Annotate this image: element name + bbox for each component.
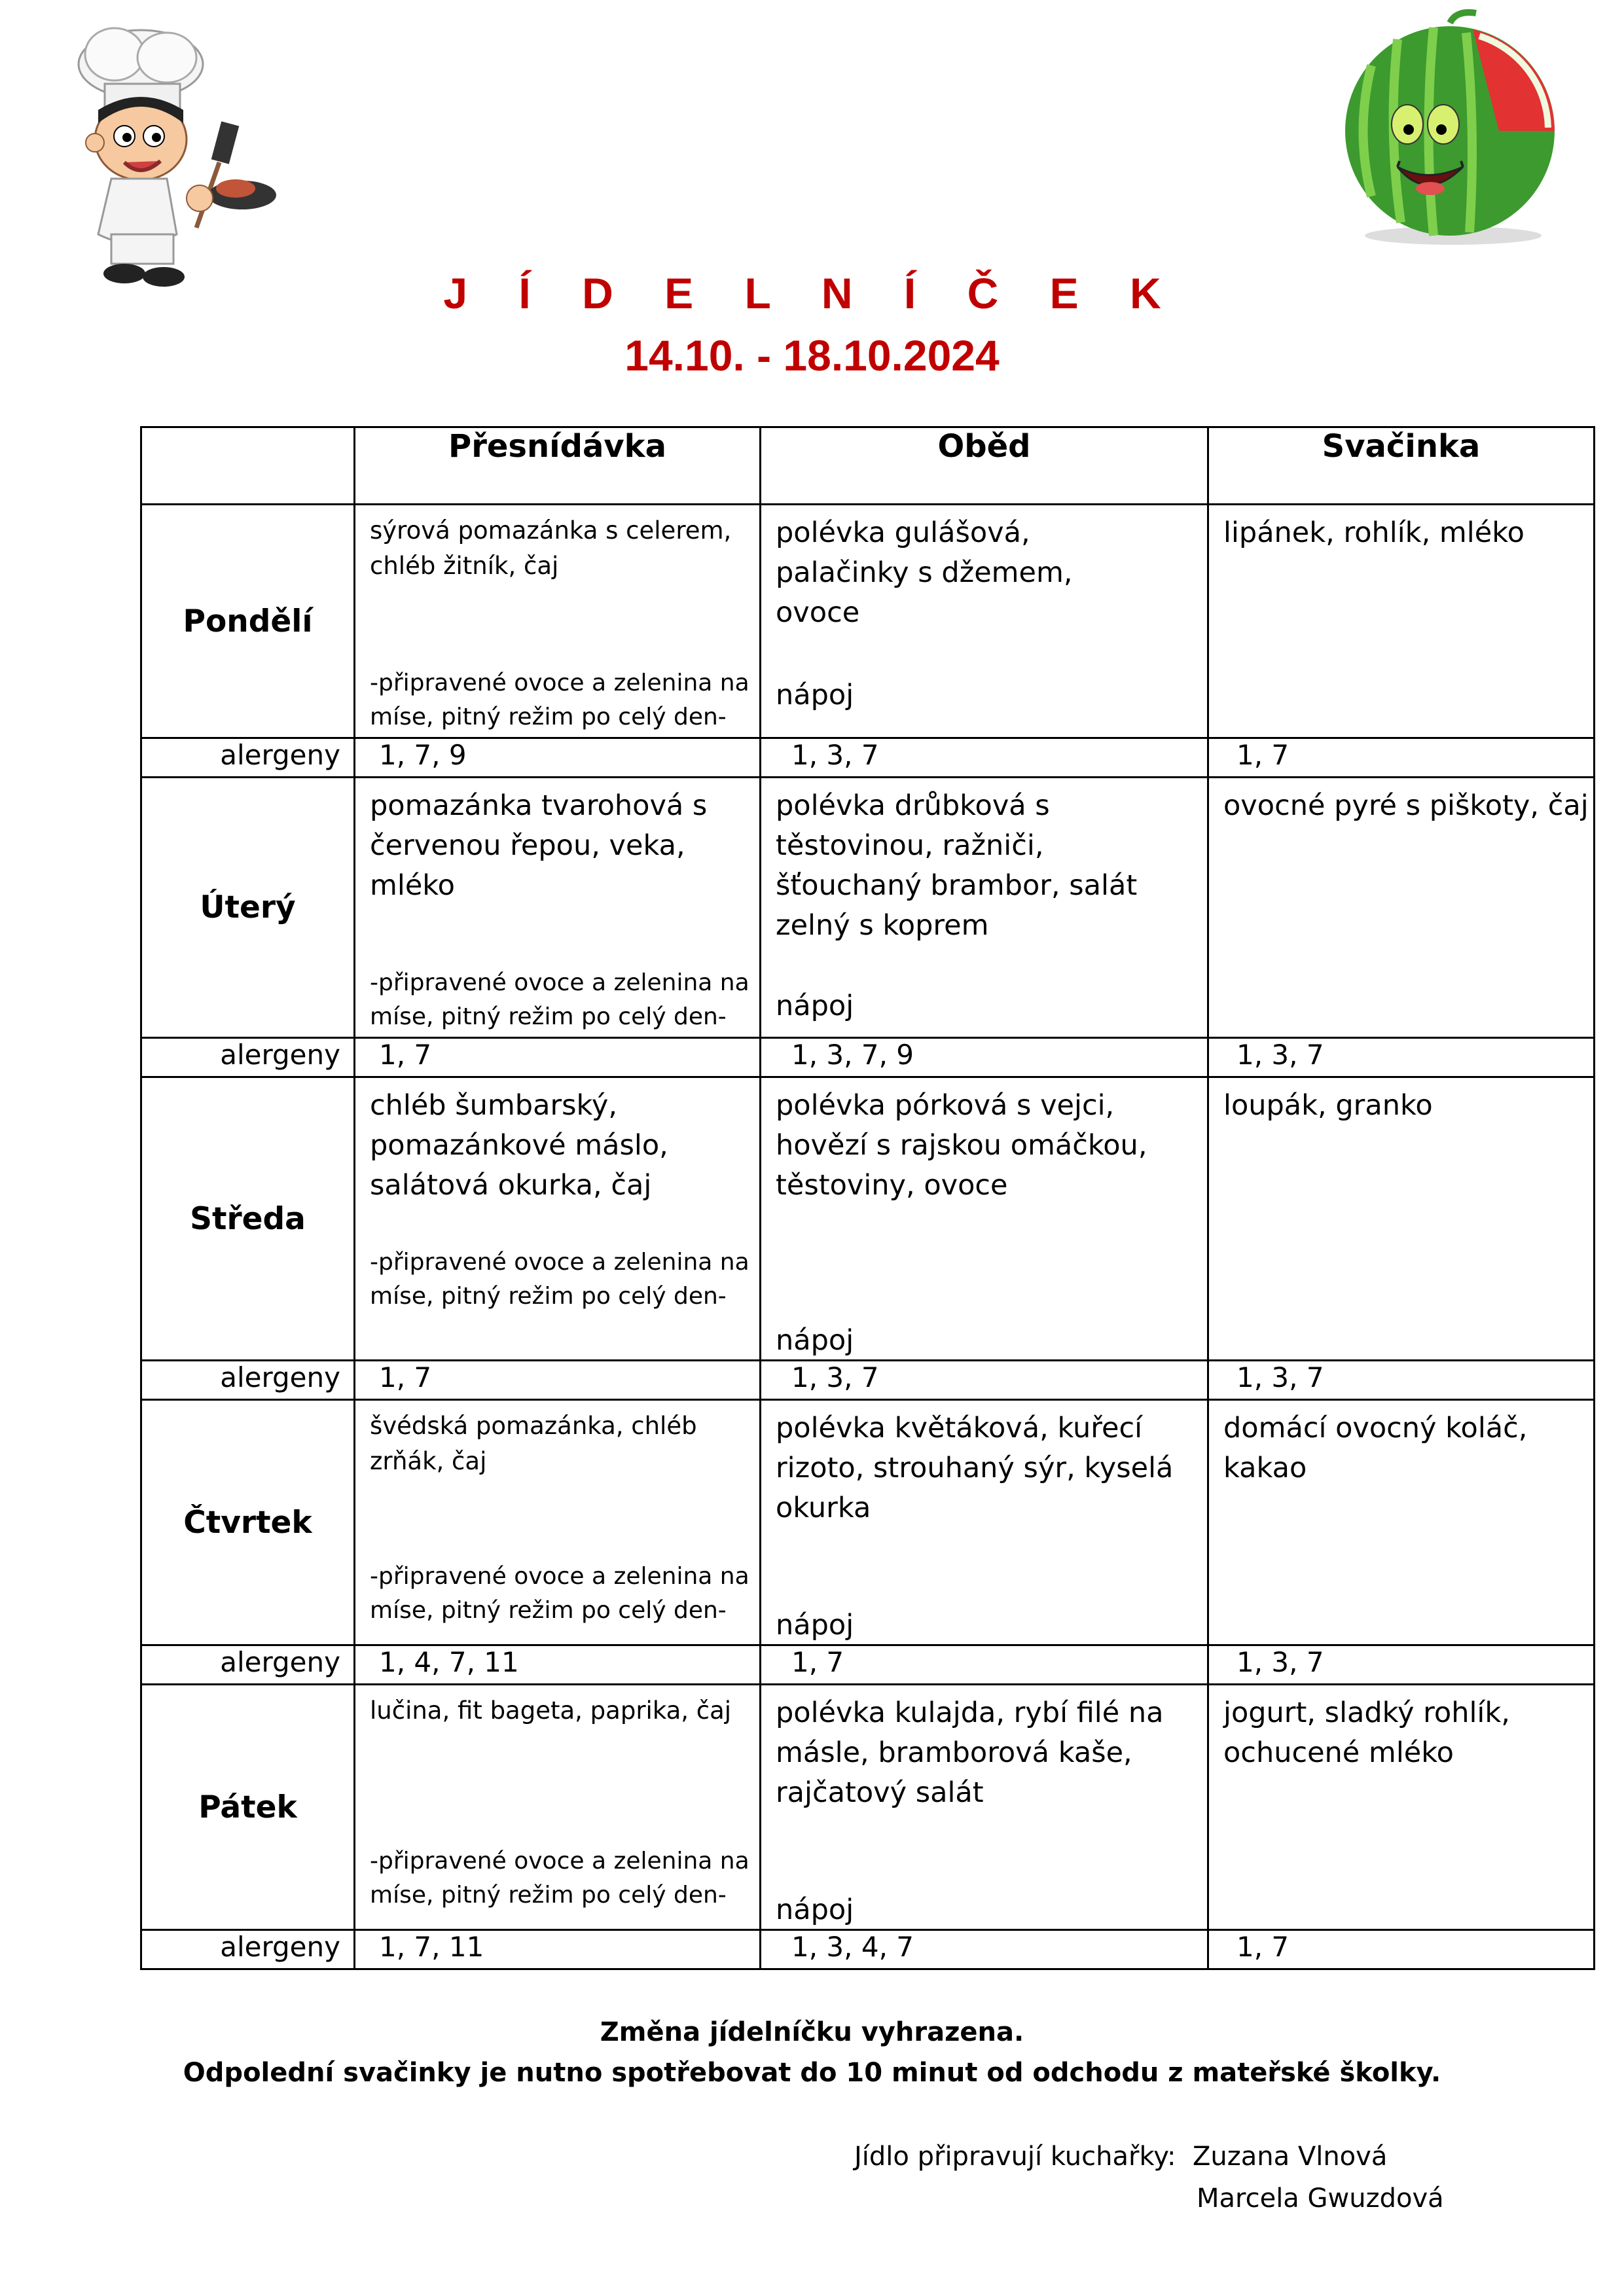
allergen-snack: 1, 3, 7: [1208, 1361, 1595, 1400]
breakfast-text: sýrová pomazánka s celerem, chléb žitník, čaj: [370, 516, 732, 580]
header-snack: Svačinka: [1208, 427, 1595, 505]
breakfast-text: chléb šumbarský, pomazánkové máslo, salátová okurka, čaj: [370, 1089, 668, 1202]
chef-illustration: [59, 18, 281, 306]
snack-text: loupák, granko: [1223, 1089, 1433, 1122]
allergen-breakfast: 1, 7, 11: [355, 1930, 761, 1969]
allergen-row: [141, 738, 1595, 778]
allergen-lunch: 1, 3, 7: [761, 738, 1208, 778]
drink-label: nápoj: [776, 679, 854, 711]
snack-text: jogurt, sladký rohlík, ochucené mléko: [1223, 1696, 1510, 1769]
drink-label: nápoj: [776, 990, 854, 1022]
breakfast-text: pomazánka tvarohová s červenou řepou, veka, mléko: [370, 789, 708, 902]
day-name: Pátek: [141, 1685, 355, 1930]
day-row: [141, 1685, 1595, 1930]
snack-time-note: Odpolední svačinky je nutno spotřebovat do 10 minut od odchodu z mateřské školky.: [183, 2058, 1441, 2088]
day-row: [141, 1400, 1595, 1645]
day-row: [141, 1077, 1595, 1361]
lunch-cell: [761, 1400, 1208, 1645]
snack-cell: [1208, 1685, 1595, 1930]
allergen-row: [141, 1645, 1595, 1685]
menu-title: J Í D E L N Í Č E K: [443, 269, 1181, 317]
allergen-lunch: 1, 3, 4, 7: [761, 1930, 1208, 1969]
watermelon-illustration: [1335, 7, 1571, 249]
breakfast-text: švédská pomazánka, chléb zrňák, čaj: [370, 1412, 697, 1475]
allergen-breakfast: 1, 7: [355, 1038, 761, 1077]
lunch-cell: [761, 778, 1208, 1038]
snack-cell: [1208, 1400, 1595, 1645]
snack-cell: [1208, 778, 1595, 1038]
extra-note: -připravené ovoce a zelenina na míse, pitný režim po celý den-: [370, 1249, 749, 1310]
table-header-row: [141, 427, 1595, 505]
drink-label: nápoj: [776, 1609, 854, 1641]
drink-label: nápoj: [776, 1893, 854, 1926]
snack-cell: [1208, 505, 1595, 738]
day-name: Úterý: [141, 778, 355, 1038]
extra-note: -připravené ovoce a zelenina na míse, pitný režim po celý den-: [370, 1563, 749, 1624]
cooks-label: Jídlo připravují kuchařky:: [854, 2142, 1176, 2172]
allergen-snack: 1, 7: [1208, 738, 1595, 778]
cook-name: Marcela Gwuzdová: [1197, 2183, 1444, 2214]
lunch-text: polévka drůbková s těstovinou, ražniči, šťouchaný brambor, salát zelný s koprem: [776, 789, 1138, 942]
allergen-breakfast: 1, 4, 7, 11: [355, 1645, 761, 1685]
allergen-breakfast: 1, 7, 9: [355, 738, 761, 778]
breakfast-cell: [355, 1077, 761, 1361]
breakfast-cell: [355, 778, 761, 1038]
allergen-label: alergeny: [141, 1930, 355, 1969]
allergen-lunch: 1, 7: [761, 1645, 1208, 1685]
snack-cell: [1208, 1077, 1595, 1361]
lunch-text: polévka pórková s vejci, hovězí s rajskou omáčkou, těstoviny, ovoce: [776, 1089, 1147, 1202]
snack-text: ovocné pyré s piškoty, čaj: [1223, 789, 1589, 822]
lunch-text: polévka kulajda, rybí filé na másle, bramborová kaše, rajčatový salát: [776, 1696, 1164, 1809]
allergen-lunch: 1, 3, 7: [761, 1361, 1208, 1400]
lunch-cell: [761, 1077, 1208, 1361]
corner-cell: [141, 427, 355, 505]
extra-note: -připravené ovoce a zelenina na míse, pitný režim po celý den-: [370, 670, 749, 730]
allergen-label: alergeny: [141, 1038, 355, 1077]
snack-text: domácí ovocný koláč, kakao: [1223, 1412, 1528, 1484]
allergen-snack: 1, 7: [1208, 1930, 1595, 1969]
header-lunch: Oběd: [761, 427, 1208, 505]
allergen-row: [141, 1038, 1595, 1077]
header-breakfast: Přesnídávka: [355, 427, 761, 505]
allergen-label: alergeny: [141, 1645, 355, 1685]
day-row: [141, 505, 1595, 738]
allergen-snack: 1, 3, 7: [1208, 1038, 1595, 1077]
extra-note: -připravené ovoce a zelenina na míse, pitný režim po celý den-: [370, 969, 749, 1030]
lunch-cell: [761, 505, 1208, 738]
breakfast-text: lučina, fit bageta, paprika, čaj: [370, 1696, 732, 1725]
allergen-breakfast: 1, 7: [355, 1361, 761, 1400]
lunch-text: polévka květáková, kuřecí rizoto, strouhaný sýr, kyselá okurka: [776, 1412, 1174, 1524]
allergen-label: alergeny: [141, 1361, 355, 1400]
day-name: Pondělí: [141, 505, 355, 738]
breakfast-cell: [355, 1400, 761, 1645]
breakfast-cell: [355, 505, 761, 738]
day-name: Čtvrtek: [141, 1400, 355, 1645]
allergen-row: [141, 1361, 1595, 1400]
day-row: [141, 778, 1595, 1038]
allergen-snack: 1, 3, 7: [1208, 1645, 1595, 1685]
extra-note: -připravené ovoce a zelenina na míse, pitný režim po celý den-: [370, 1848, 749, 1909]
allergen-label: alergeny: [141, 738, 355, 778]
day-name: Středa: [141, 1077, 355, 1361]
menu-dates: 14.10. - 18.10.2024: [624, 331, 1000, 380]
allergen-row: [141, 1930, 1595, 1969]
lunch-text: polévka gulášová, palačinky s džemem, ovoce: [776, 516, 1073, 629]
allergen-lunch: 1, 3, 7, 9: [761, 1038, 1208, 1077]
snack-text: lipánek, rohlík, mléko: [1223, 516, 1525, 549]
breakfast-cell: [355, 1685, 761, 1930]
menu-change-note: Změna jídelníčku vyhrazena.: [600, 2017, 1024, 2047]
lunch-cell: [761, 1685, 1208, 1930]
menu-table: [140, 426, 1595, 1970]
cook-name: Zuzana Vlnová: [1193, 2142, 1388, 2172]
drink-label: nápoj: [776, 1324, 854, 1357]
